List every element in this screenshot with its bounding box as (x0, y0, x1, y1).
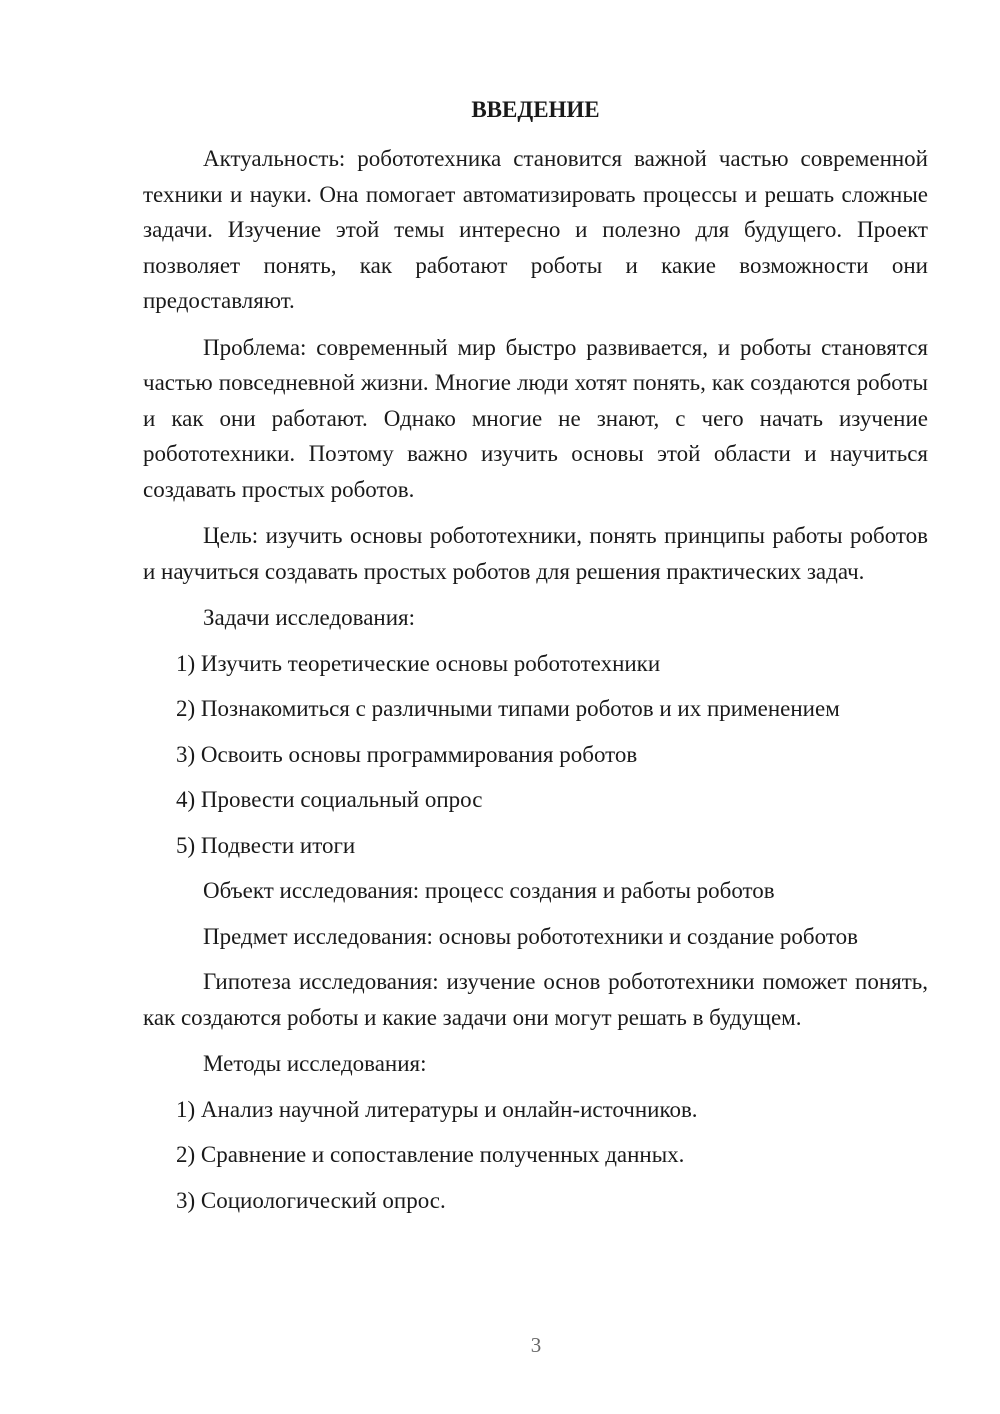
methods-list (143, 1092, 928, 1219)
task-item: 3) Освоить основы программирования роботов (176, 741, 638, 767)
paragraph-problem: Проблема: современный мир быстро развивается, и роботы становятся частью повседневной жизни. Многие люди хотят понять, как создаются роботы и как они работают. Однако многие не знают, с чего начать изучение робототехники. Поэтому важно изучить основы этой области и научиться создавать простых роботов. (143, 334, 928, 502)
research-hypothesis: Гипотеза исследования: изучение основ робототехники поможет понять, как создаются роботы и какие задачи они могут решать в будущем. (143, 969, 928, 1030)
paragraph-goal: Цель: изучить основы робототехники, понять принципы работы роботов и научиться создавать простых роботов для решения практических задач. (143, 523, 928, 584)
task-item: 4) Провести социальный опрос (176, 787, 483, 812)
page-content (143, 92, 928, 1228)
research-object: Объект исследования: процесс создания и работы роботов (203, 878, 775, 903)
methods-heading: Методы исследования: (203, 1051, 427, 1076)
tasks-list (143, 646, 928, 864)
method-item: 1) Анализ научной литературы и онлайн-источников. (176, 1096, 698, 1122)
page-number: 3 (530, 1333, 542, 1357)
paragraph-relevance: Актуальность: робототехника становится важной частью современной техники и науки. Она помогает автоматизировать процессы и решать сложные задачи. Изучение этой темы интересно и полезно для будущего. Проект позволяет понять, как работают роботы и какие возможности они предоставляют. (143, 146, 928, 313)
method-item: 2) Сравнение и сопоставление полученных данных. (176, 1142, 685, 1167)
method-item: 3) Социологический опрос. (176, 1187, 446, 1213)
task-item: 2) Познакомиться с различными типами роботов и их применением (176, 696, 840, 721)
research-subject: Предмет исследования: основы робототехники и создание роботов (203, 923, 858, 949)
task-item: 5) Подвести итоги (176, 832, 356, 858)
section-title: ВВЕДЕНИЕ (471, 97, 600, 122)
task-item: 1) Изучить теоретические основы робототехники (176, 650, 661, 676)
tasks-heading: Задачи исследования: (203, 605, 416, 630)
